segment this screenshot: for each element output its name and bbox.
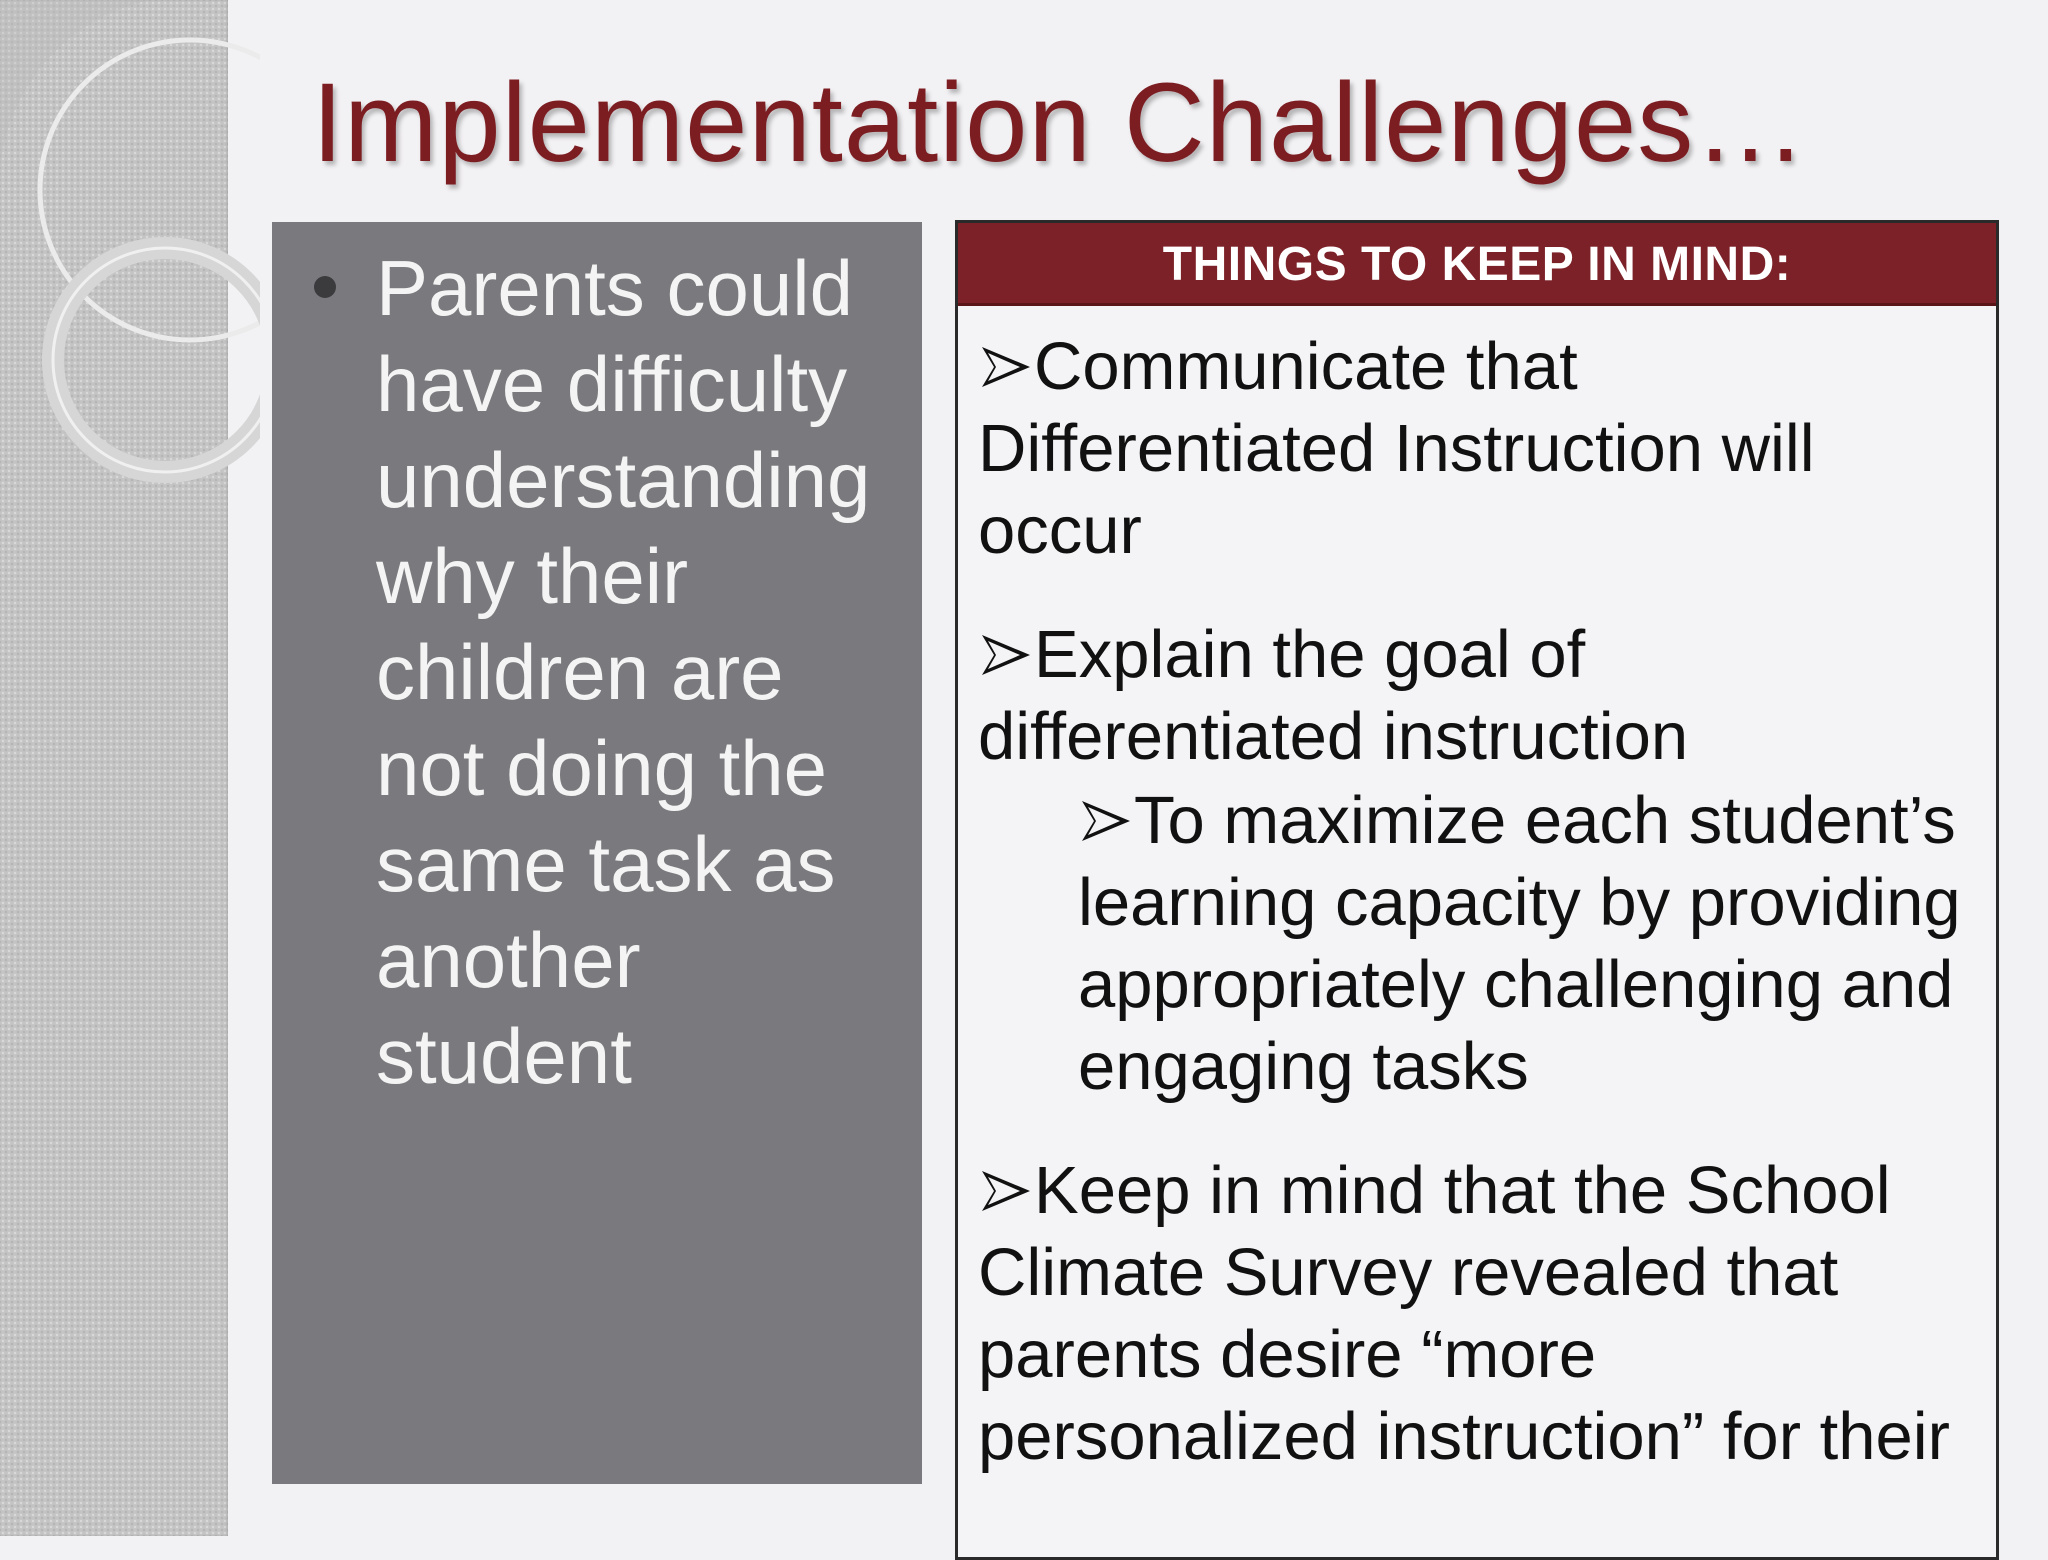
list-item-sub (1078, 780, 1984, 1108)
item-text: Keep in mind that the School Climate Survey revealed that parents desire “more personalized instruction” for their (978, 1153, 1950, 1474)
item-text: To maximize each student’s learning capacity by providing appropriately challenging and engaging tasks (1078, 783, 1961, 1104)
keep-in-mind-panel (955, 220, 1999, 1560)
panel-header: THINGS TO KEEP IN MIND: (958, 223, 1996, 306)
list-item (978, 1150, 1984, 1478)
bullet-dot-icon (314, 276, 336, 298)
decorative-rings-icon (0, 0, 260, 520)
panel-body (958, 306, 1996, 1478)
bullet-text: Parents could have difficulty understanding why their children are not doing the same task as another student (376, 244, 871, 1100)
arrow-bullet-icon (978, 339, 1034, 395)
item-text: Explain the goal of differentiated instruction (978, 617, 1689, 774)
list-item (978, 326, 1984, 572)
bullet-list (376, 240, 902, 1104)
bullet-item (376, 240, 902, 1104)
list-item (978, 614, 1984, 778)
arrow-bullet-icon (978, 627, 1034, 683)
arrow-bullet-icon (978, 1163, 1034, 1219)
slide-title: Implementation Challenges… (312, 60, 1808, 185)
arrow-bullet-icon (1078, 793, 1134, 849)
left-content-panel (272, 222, 922, 1484)
item-text: Communicate that Differentiated Instruction will occur (978, 329, 1815, 568)
